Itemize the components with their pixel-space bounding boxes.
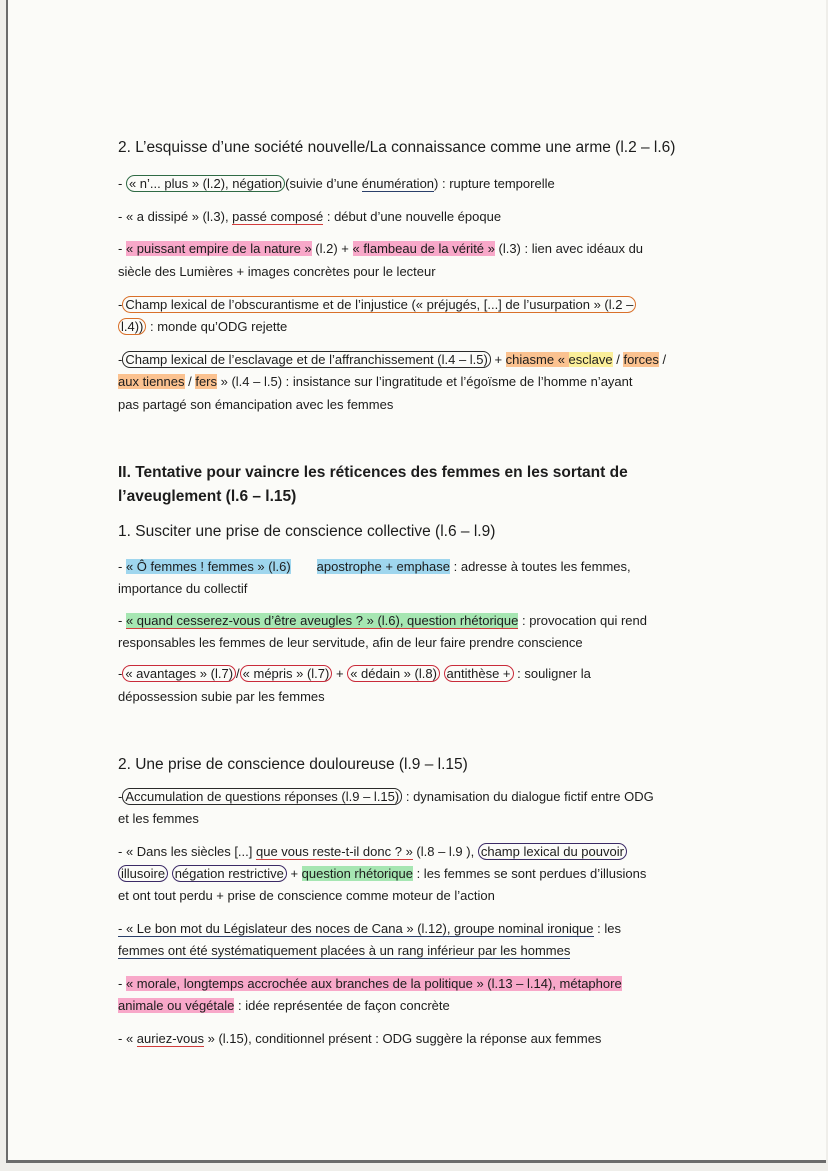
- note-line: responsables les femmes de leur servitude, afin de leur faire prendre conscience: [118, 635, 583, 650]
- part-2-heading: l’aveuglement (l.6 – l.15): [118, 488, 297, 505]
- note-line: et les femmes: [118, 811, 199, 826]
- note-line: - Accumulation de questions réponses (l.9 – l.15) : dynamisation du dialogue fictif entre ODG: [118, 789, 654, 804]
- note-line: dépossession subie par les femmes: [118, 689, 325, 704]
- section-2-heading: 2. L’esquisse d’une société nouvelle/La connaissance comme une arme (l.2 – l.6): [118, 139, 676, 156]
- note-line: - « Dans les siècles [...] que vous reste-t-il donc ? » (l.8 – l.9 ), champ lexical du pouvoir: [118, 843, 627, 860]
- note-line: aux tiennes / fers » (l.4 – l.5) : insistance sur l’ingratitude et l’égoïsme de l’homme n’ayant: [118, 374, 633, 389]
- note-line: - « a dissipé » (l.3), passé composé : début d’une nouvelle époque: [118, 209, 502, 224]
- note-line: animale ou végétale : idée représentée de façon concrète: [118, 998, 450, 1013]
- note-line: - « n’... plus » (l.2), négation (suivie d’une énumération) : rupture temporelle: [118, 176, 555, 191]
- note-line: femmes ont été systématiquement placées à un rang inférieur par les hommes: [118, 943, 571, 958]
- subsection-2-heading: 2. Une prise de conscience douloureuse (l.9 – l.15): [118, 756, 468, 773]
- scanned-page: [6, 0, 826, 1163]
- note-line: importance du collectif: [118, 581, 248, 596]
- note-line: - « Le bon mot du Législateur des noces de Cana » (l.12), groupe nominal ironique : les: [118, 921, 621, 936]
- note-line: - Champ lexical de l’obscurantisme et de l’injustice (« préjugés, [...] de l’usurpation » (l.2 –: [118, 296, 636, 313]
- note-line: - « morale, longtemps accrochée aux branches de la politique » (l.13 – l.14), métaphore: [118, 976, 622, 991]
- note-line: - « puissant empire de la nature » (l.2) + « flambeau de la vérité » (l.3) : lien avec idéaux du: [118, 241, 644, 256]
- note-line: siècle des Lumières + images concrètes pour le lecteur: [118, 264, 436, 279]
- note-line: - « quand cesserez-vous d’être aveugles ? » (l.6), question rhétorique : provocation qui rend: [118, 613, 647, 628]
- note-line: pas partagé son émancipation avec les femmes: [118, 397, 394, 412]
- part-2-heading: II. Tentative pour vaincre les réticences des femmes en les sortant de: [118, 464, 628, 481]
- subsection-1-heading: 1. Susciter une prise de conscience collective (l.6 – l.9): [118, 523, 496, 540]
- note-line: - Champ lexical de l’esclavage et de l’affranchissement (l.4 – l.5) + chiasme « esclave / forces /: [118, 352, 667, 367]
- note-line: illusoire négation restrictive + question rhétorique : les femmes se sont perdues d’illusions: [118, 865, 646, 882]
- note-line: et ont tout perdu + prise de conscience comme moteur de l’action: [118, 888, 495, 903]
- note-line: - « auriez-vous » (l.15), conditionnel présent : ODG suggère la réponse aux femmes: [118, 1031, 602, 1046]
- note-line: - « Ô femmes ! femmes » (l.6) apostrophe + emphase : adresse à toutes les femmes,: [118, 559, 631, 574]
- note-line: l.4)) : monde qu’ODG rejette: [118, 318, 287, 335]
- note-line: - « avantages » (l.7) / « mépris » (l.7) + « dédain » (l.8) antithèse + : souligner la: [118, 666, 591, 681]
